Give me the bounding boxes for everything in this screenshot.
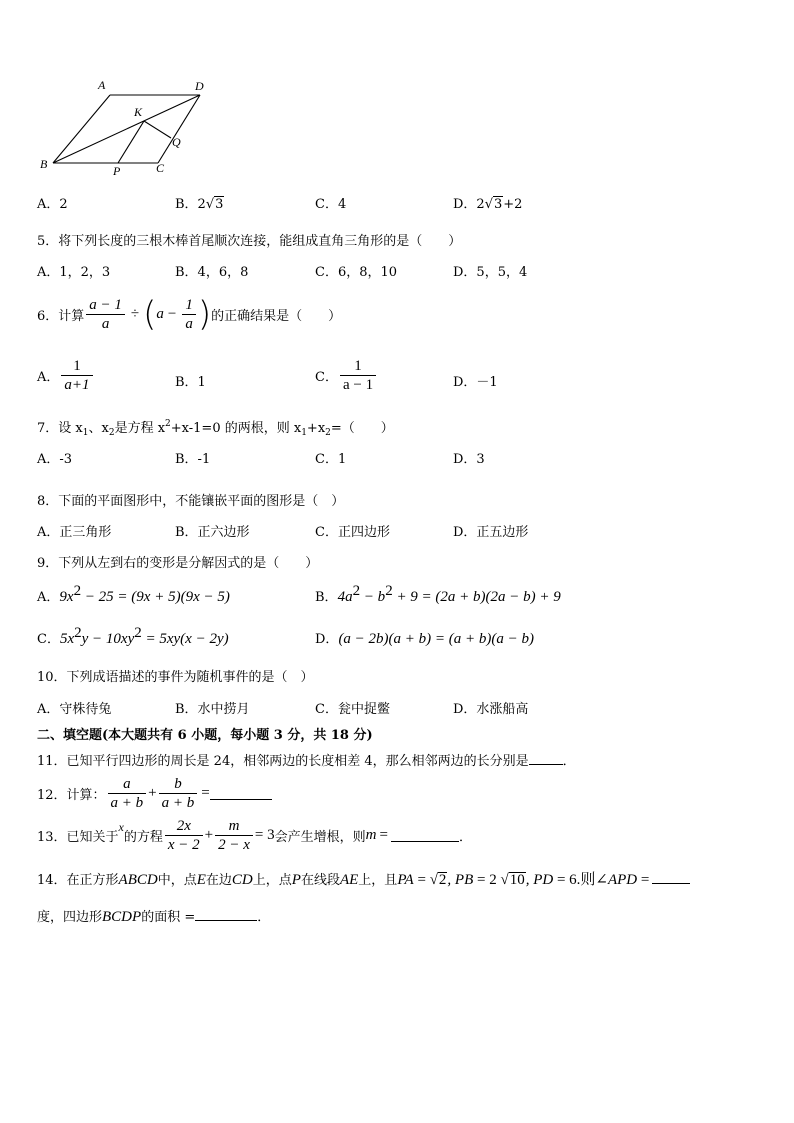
q9-option-a-expr-2: − 25 = (9x + 5)(9x − 5): [81, 589, 230, 605]
q4-option-a: A．2: [37, 197, 68, 212]
q4-option-b-prefix: B．2: [175, 197, 206, 212]
q13-fraction-1: [165, 817, 203, 854]
q6-paren-open: (: [143, 294, 157, 335]
q14-var-p: P: [291, 872, 301, 888]
label-a: A: [98, 78, 106, 92]
q6-number: 6．计算: [37, 309, 85, 324]
q12-equals: =: [201, 785, 210, 801]
q5-option-c: C．6，8，10: [315, 265, 398, 280]
q13-answer-blank[interactable]: [391, 829, 459, 842]
q13-tail: ．: [458, 830, 472, 845]
q7-text-4: +x-1=0 的两根，则 x: [170, 421, 302, 436]
q6-stem: [37, 296, 341, 333]
q5-option-d: D．5，5，4: [453, 265, 528, 280]
q7-sub-2: 2: [108, 428, 115, 438]
q6-option-b: B．1: [175, 375, 206, 390]
q14-text-5: 在线段: [300, 873, 340, 888]
q14-text-4: 上，点: [252, 873, 292, 888]
q4-option-d-radicand: 3: [494, 197, 503, 212]
q9-option-b-label: B．: [315, 590, 338, 605]
q6-fraction-2-num: 1: [185, 297, 193, 313]
q12-fraction-1-num: a: [123, 776, 131, 792]
q6-minus: −: [167, 306, 177, 322]
segment-ab: [53, 95, 110, 163]
q4-option-b-radicand: 3: [215, 197, 224, 212]
q8-stem: 8．下面的平面图形中，不能镶嵌平面的图形是（ ）: [37, 494, 345, 509]
q6-option-c-num: 1: [354, 358, 362, 374]
q4-option-c: C．4: [315, 197, 347, 212]
q9-option-c-sup-2: 2: [134, 625, 142, 641]
q7-stem: [37, 417, 394, 436]
q14-var-e: E: [196, 872, 206, 888]
q10-option-a: A．守株待兔: [37, 702, 112, 717]
q5-option-b: B．4，6，8: [175, 265, 249, 280]
q9-option-b-expr-3: + 9 = (2a + b)(2a − b) + 9: [392, 589, 561, 605]
q12-label: 12．计算：: [37, 788, 106, 803]
q13-text-3: 会产生增根，则: [274, 830, 366, 845]
q5-stem: 5．将下列长度的三根木棒首尾顺次连接，能组成直角三角形的是（ ）: [37, 234, 462, 249]
q7-option-b: B．-1: [175, 452, 211, 467]
q13-fraction-2: [215, 817, 253, 854]
q9-option-d-label: D．: [315, 632, 339, 647]
q13-stem: [37, 817, 472, 854]
q8-option-d: D．正五边形: [453, 525, 529, 540]
q4-option-b: B．2√3: [175, 197, 224, 212]
q9-option-a: [37, 583, 230, 606]
q12-fraction-2-num: b: [174, 776, 182, 792]
q9-option-c-sup-1: 2: [74, 625, 82, 641]
q9-option-c: [37, 625, 229, 648]
q10-option-d: D．水涨船高: [453, 702, 529, 717]
q7-option-d: D．3: [453, 452, 485, 467]
q7-sup-1: 2: [165, 419, 171, 429]
q6-tail: 的正确结果是（ ）: [211, 309, 342, 324]
q13-plus: +: [204, 827, 214, 843]
q8-option-a: A．正三角形: [37, 525, 112, 540]
q9-option-b-expr-1: 4a: [337, 589, 353, 605]
q9-option-a-sup: 2: [73, 583, 82, 599]
q7-sub-4: 2: [325, 428, 331, 438]
q14-radicand-2: 10: [509, 872, 525, 888]
q12-fraction-2: [159, 775, 198, 812]
q14-answer-blank-1[interactable]: [652, 871, 690, 884]
q10-option-c: C．瓮中捉鳖: [315, 702, 390, 717]
q12-answer-blank[interactable]: [210, 787, 272, 800]
q6-fraction-2: [182, 296, 196, 333]
q13-fraction-2-den: 2 − x: [215, 835, 253, 854]
q12-fraction-1-den: a + b: [108, 793, 147, 812]
q7-option-a: A．-3: [37, 452, 73, 467]
label-p: P: [113, 164, 121, 178]
q14-text-6: 上，且: [358, 873, 398, 888]
label-b: B: [40, 157, 48, 171]
q13-fraction-1-num: 2x: [176, 818, 191, 834]
q12-fraction-2-den: a + b: [159, 793, 198, 812]
q11-text: 11．已知平行四边形的周长是 24，相邻两边的长度相差 4，那么相邻两边的长分别是: [37, 754, 529, 769]
q6-option-a-label: A．: [37, 370, 60, 385]
q12-stem: [37, 775, 272, 812]
q14-text-1: 14．在正方形: [37, 873, 119, 888]
q14-line-2-text-2: 的面积 =: [141, 910, 196, 925]
q13-fraction-2-num: m: [228, 818, 240, 834]
q6-fraction-1-num: a − 1: [89, 297, 122, 313]
section-2-title: 二、填空题(本大题共有 6 小题，每小题 3 分，共 18 分): [37, 728, 373, 743]
q12-plus: +: [148, 785, 157, 801]
q14-expr-pd: , PD: [525, 872, 554, 888]
q14-var-abcd: ABCD: [118, 872, 158, 888]
q9-option-b-expr-2: − b: [360, 589, 386, 605]
q12-fraction-1: [108, 775, 147, 812]
q10-stem: 10．下列成语描述的事件为随机事件的是（ ）: [37, 670, 314, 685]
q14-expr-pb-eq: = 2: [473, 872, 501, 888]
q9-option-c-label: C．: [37, 632, 60, 647]
q6-option-c: [315, 357, 378, 394]
q11-stem: [37, 750, 576, 769]
q7-text-2: 、x: [88, 421, 109, 436]
q13-var-m: m: [365, 827, 377, 843]
q14-expr-pb: , PB: [447, 872, 474, 888]
q9-option-c-expr-2: y − 10xy: [81, 631, 135, 647]
label-c: C: [156, 161, 165, 175]
q14-var-ae: AE: [339, 872, 359, 888]
q9-option-b-sup-1: 2: [352, 583, 361, 599]
q6-option-c-den: a − 1: [340, 375, 376, 394]
q13-var-x: x: [118, 820, 124, 834]
q9-option-d-expr: (a − 2b)(a + b) = (a + b)(a − b): [338, 631, 535, 647]
q6-option-a-den: a+1: [61, 375, 92, 394]
q14-line-1: 14．在正方形ABCD中，点E在边CD上，点P在线段AE上，且PA = √2, PB = 2 √10, PD = 6.则∠APD =: [37, 868, 690, 889]
q7-sub-1: 1: [82, 428, 89, 438]
q9-option-d: [315, 628, 534, 648]
q9-stem: 9．下列从左到右的变形是分解因式的是（ ）: [37, 556, 319, 571]
q14-text-3: 在边: [205, 873, 232, 888]
q9-option-b: [315, 583, 561, 606]
parallelogram-figure: [30, 75, 205, 180]
q8-option-b: B．正六边形: [175, 525, 250, 540]
q13-equals: =: [379, 827, 388, 843]
q7-text-5: +x: [306, 421, 326, 436]
q10-option-b: B．水中捞月: [175, 702, 250, 717]
q6-option-c-label: C．: [315, 370, 338, 385]
q6-fraction-1-den: a: [86, 314, 125, 333]
q4-option-d-suffix: +2: [503, 197, 523, 212]
q14-expr-pd-eq: = 6.则∠: [553, 872, 608, 888]
q13-text-2: 的方程: [123, 830, 163, 845]
q14-line-2-tail: ．: [257, 910, 271, 925]
q6-fraction-2-den: a: [182, 314, 196, 333]
q14-text-2: 中，点: [157, 873, 197, 888]
q14-expr-pa-eq: =: [413, 872, 430, 888]
q7-option-c: C．1: [315, 452, 347, 467]
q9-option-c-expr-3: = 5xy(x − 2y): [141, 631, 229, 647]
q7-sub-3: 1: [301, 428, 307, 438]
q14-expr-apd-eq: =: [637, 872, 650, 888]
q6-option-c-fraction: [340, 357, 376, 394]
segment-bd: [53, 95, 200, 163]
q14-answer-blank-2[interactable]: [195, 908, 257, 921]
q14-var-cd: CD: [231, 872, 253, 888]
label-q: Q: [172, 135, 181, 149]
q14-var-bcdp: BCDP: [102, 909, 142, 925]
q14-radicand-1: 2: [438, 872, 447, 888]
q13-fraction-1-den: x − 2: [165, 835, 203, 854]
q9-option-a-label: A．: [37, 590, 60, 605]
q9-option-a-expr-1: 9x: [59, 589, 74, 605]
q4-option-d: D．2√3+2: [453, 197, 523, 212]
q6-inner-a: a: [156, 306, 164, 322]
q14-expr-pa: PA: [397, 872, 414, 888]
q14-line-2: [37, 906, 270, 926]
q8-option-c: C．正四边形: [315, 525, 390, 540]
q14-expr-apd: APD: [607, 872, 638, 888]
q9-option-b-sup-2: 2: [385, 583, 393, 599]
q6-fraction-1: [86, 296, 125, 333]
segment-kq: [144, 121, 171, 138]
q4-option-d-prefix: D．2: [453, 197, 485, 212]
label-k: K: [134, 105, 143, 119]
q5-option-a: A．1，2，3: [37, 265, 111, 280]
q13-text-1: 13．已知关于: [37, 830, 119, 845]
q7-text-1: 7．设 x: [37, 421, 83, 436]
q6-option-a: [37, 357, 95, 394]
q7-text-6: =（ ）: [330, 421, 394, 436]
q14-line-2-text-1: 度，四边形: [37, 910, 103, 925]
q6-option-d: D．－1: [453, 375, 498, 390]
q6-option-a-fraction: [61, 357, 92, 394]
q9-option-c-expr-1: 5x: [59, 631, 75, 647]
q11-tail: ．: [562, 754, 576, 769]
q7-text-3: 是方程 x: [114, 421, 166, 436]
label-d: D: [195, 79, 204, 93]
q13-equals-3: = 3: [254, 827, 275, 843]
q6-paren-close: ): [197, 294, 212, 335]
q6-divide: ÷: [130, 306, 140, 322]
q6-option-a-num: 1: [73, 358, 81, 374]
q11-answer-blank[interactable]: [529, 752, 563, 765]
